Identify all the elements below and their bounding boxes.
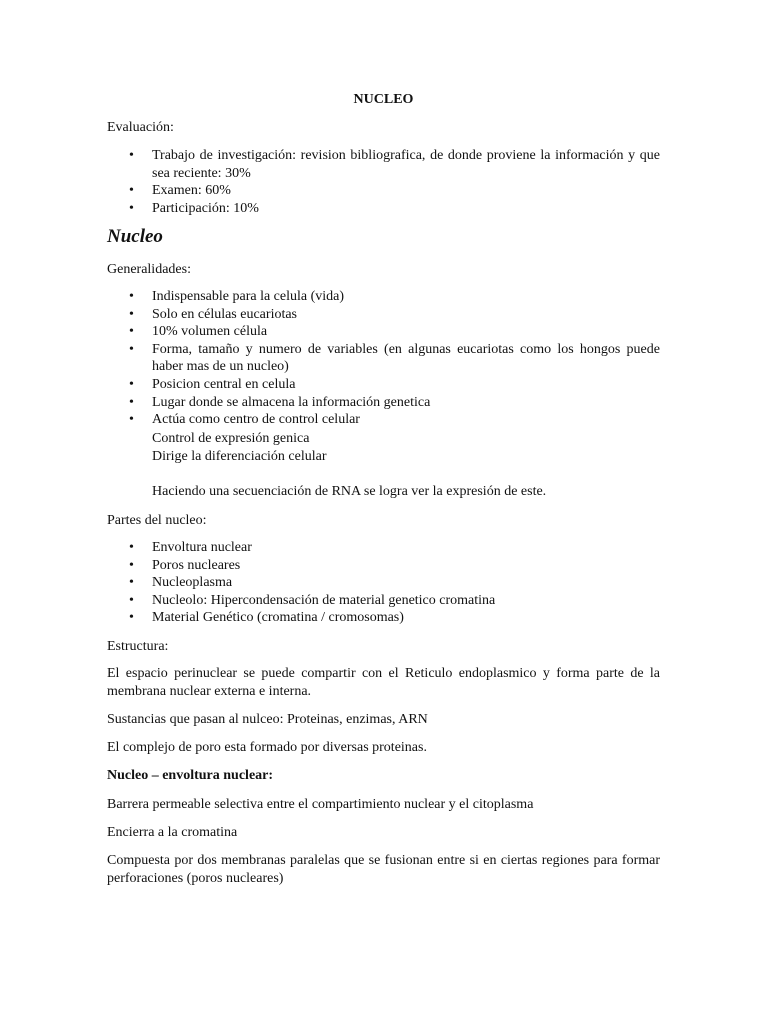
- list-item: • Actúa como centro de control celular: [129, 412, 360, 428]
- list-item: • Forma, tamaño y numero de variables (en algunas eucariotas como los hongos puede haber mas de un nucleo): [129, 341, 660, 375]
- list-item: • Nucleoplasma: [129, 575, 233, 591]
- rna-note: Haciendo una secuenciación de RNA se logra ver la expresión de este.: [152, 484, 547, 499]
- paragraph: Barrera permeable selectiva entre el compartimiento nuclear y el citoplasma: [107, 797, 534, 812]
- paragraph: Compuesta por dos membranas paralelas que se fusionan entre si en ciertas regiones para formar perforaciones (poros nucleares): [107, 853, 660, 886]
- bullet-icon: •: [129, 394, 134, 410]
- bullet-icon: •: [129, 610, 134, 626]
- bullet-icon: •: [129, 412, 134, 428]
- bullet-icon: •: [129, 324, 134, 340]
- bullet-icon: •: [129, 592, 134, 608]
- list-item: • Trabajo de investigación: revision bibliografica, de donde proviene la información y que sea reciente: 30%: [129, 148, 660, 181]
- section-heading-nucleo: Nucleo: [107, 226, 163, 247]
- bullet-icon: •: [129, 148, 134, 163]
- paragraph: Encierra a la cromatina: [107, 825, 238, 840]
- list-item: • Participación: 10%: [129, 200, 259, 216]
- sub-line: Dirige la diferenciación celular: [152, 449, 327, 464]
- list-item: • Poros nucleares: [129, 557, 241, 573]
- subsection-heading: Nucleo – envoltura nuclear:: [107, 768, 274, 783]
- bullet-icon: •: [129, 200, 134, 216]
- bullet-icon: •: [129, 540, 134, 555]
- generalidades-list: [107, 288, 660, 429]
- generalidades-label: Generalidades:: [107, 262, 191, 277]
- bullet-icon: •: [129, 376, 134, 392]
- list-item: • Solo en células eucariotas: [129, 306, 298, 322]
- list-item: • Material Genético (cromatina / cromosomas): [129, 610, 404, 626]
- paragraph: El complejo de poro esta formado por diversas proteinas.: [107, 740, 427, 755]
- list-item: • Envoltura nuclear: [129, 540, 252, 555]
- evaluacion-label: Evaluación:: [107, 120, 174, 135]
- list-item: • Indispensable para la celula (vida): [129, 289, 345, 304]
- paragraph: Sustancias que pasan al nulceo: Proteinas, enzimas, ARN: [107, 712, 428, 727]
- list-item: • Examen: 60%: [129, 183, 231, 199]
- evaluacion-list: [107, 147, 660, 217]
- list-item: • 10% volumen célula: [129, 324, 268, 340]
- bullet-icon: •: [129, 341, 134, 357]
- bullet-icon: •: [129, 557, 134, 573]
- list-item: • Lugar donde se almacena la información genetica: [129, 394, 431, 410]
- bullet-icon: •: [129, 306, 134, 322]
- sub-line: Control de expresión genica: [152, 431, 310, 446]
- bullet-icon: •: [129, 575, 134, 591]
- partes-list: [107, 539, 660, 627]
- list-item: • Posicion central en celula: [129, 376, 296, 392]
- list-item: • Nucleolo: Hipercondensación de material genetico cromatina: [129, 592, 496, 608]
- estructura-label: Estructura:: [107, 639, 169, 654]
- document-title: NUCLEO: [353, 92, 414, 107]
- bullet-icon: •: [129, 289, 134, 304]
- paragraph: El espacio perinuclear se puede compartir con el Reticulo endoplasmico y forma parte de la membrana nuclear externa e interna.: [107, 666, 660, 699]
- partes-label: Partes del nucleo:: [107, 513, 207, 528]
- bullet-icon: •: [129, 183, 134, 199]
